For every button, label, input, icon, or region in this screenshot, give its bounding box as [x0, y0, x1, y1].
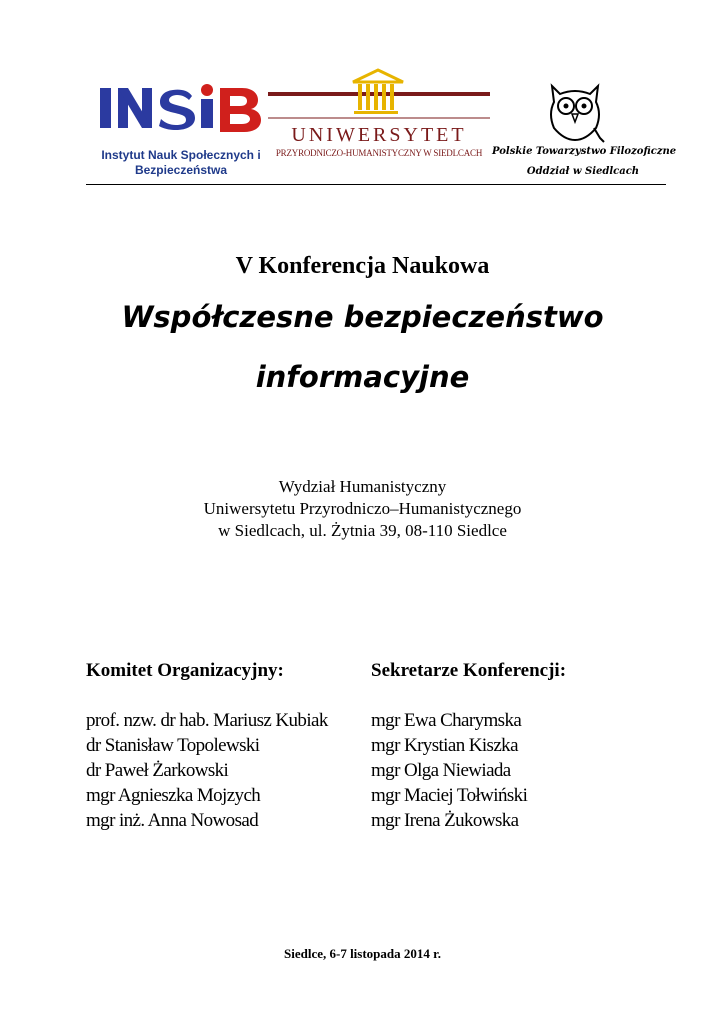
secretaries-heading: Sekretarze Konferencji: [371, 660, 567, 681]
list-item: mgr Krystian Kiszka [371, 735, 518, 756]
list-item: mgr inż. Anna Nowosad [86, 810, 259, 831]
university-building-icon [268, 66, 490, 124]
list-item: mgr Olga Niewiada [371, 760, 511, 781]
list-item: dr Stanisław Topolewski [86, 735, 260, 756]
insb-mark [96, 82, 266, 144]
university-name: UNIWERSYTET [291, 124, 467, 146]
list-item: mgr Maciej Tołwiński [371, 785, 528, 806]
organizing-committee-heading: Komitet Organizacyjny: [86, 660, 284, 681]
ptf-name: Polskie Towarzystwo Filozoficzne [492, 146, 677, 157]
insb-caption-line1: Instytut Nauk Społecznych i [101, 148, 261, 162]
venue-line1: Wydział Humanistyczny [278, 477, 447, 496]
insb-logo [96, 82, 266, 182]
venue-line3: w Siedlcach, ul. Żytnia 39, 08-110 Siedlce [218, 521, 507, 540]
university-subtitle: PRZYRODNICZO-HUMANISTYCZNY W SIEDLCACH [275, 148, 483, 158]
organizing-committee-list [86, 708, 328, 833]
insb-caption-line2: Bezpieczeństwa [134, 163, 228, 177]
owl-icon [544, 80, 606, 144]
university-logo [268, 66, 490, 166]
conference-label: V Konferencja Naukowa [235, 253, 490, 279]
list-item: mgr Ewa Charymska [371, 710, 522, 731]
ptf-branch: Oddział w Siedlcach [526, 166, 640, 177]
header-divider [86, 184, 666, 185]
secretaries-list [371, 708, 527, 833]
venue-line2: Uniwersytetu Przyrodniczo–Humanistycznego [203, 499, 522, 518]
list-item: dr Paweł Żarkowski [86, 760, 229, 781]
list-item: mgr Agnieszka Mojzych [86, 785, 261, 806]
footer-date-place: Siedlce, 6-7 listopada 2014 r. [284, 946, 441, 961]
ptf-logo [492, 80, 677, 188]
list-item: mgr Irena Żukowska [371, 810, 519, 831]
conference-title-line2: informacyjne [255, 360, 470, 394]
list-item: prof. nzw. dr hab. Mariusz Kubiak [86, 710, 328, 731]
conference-title-line1: Współczesne bezpieczeństwo [121, 300, 604, 334]
